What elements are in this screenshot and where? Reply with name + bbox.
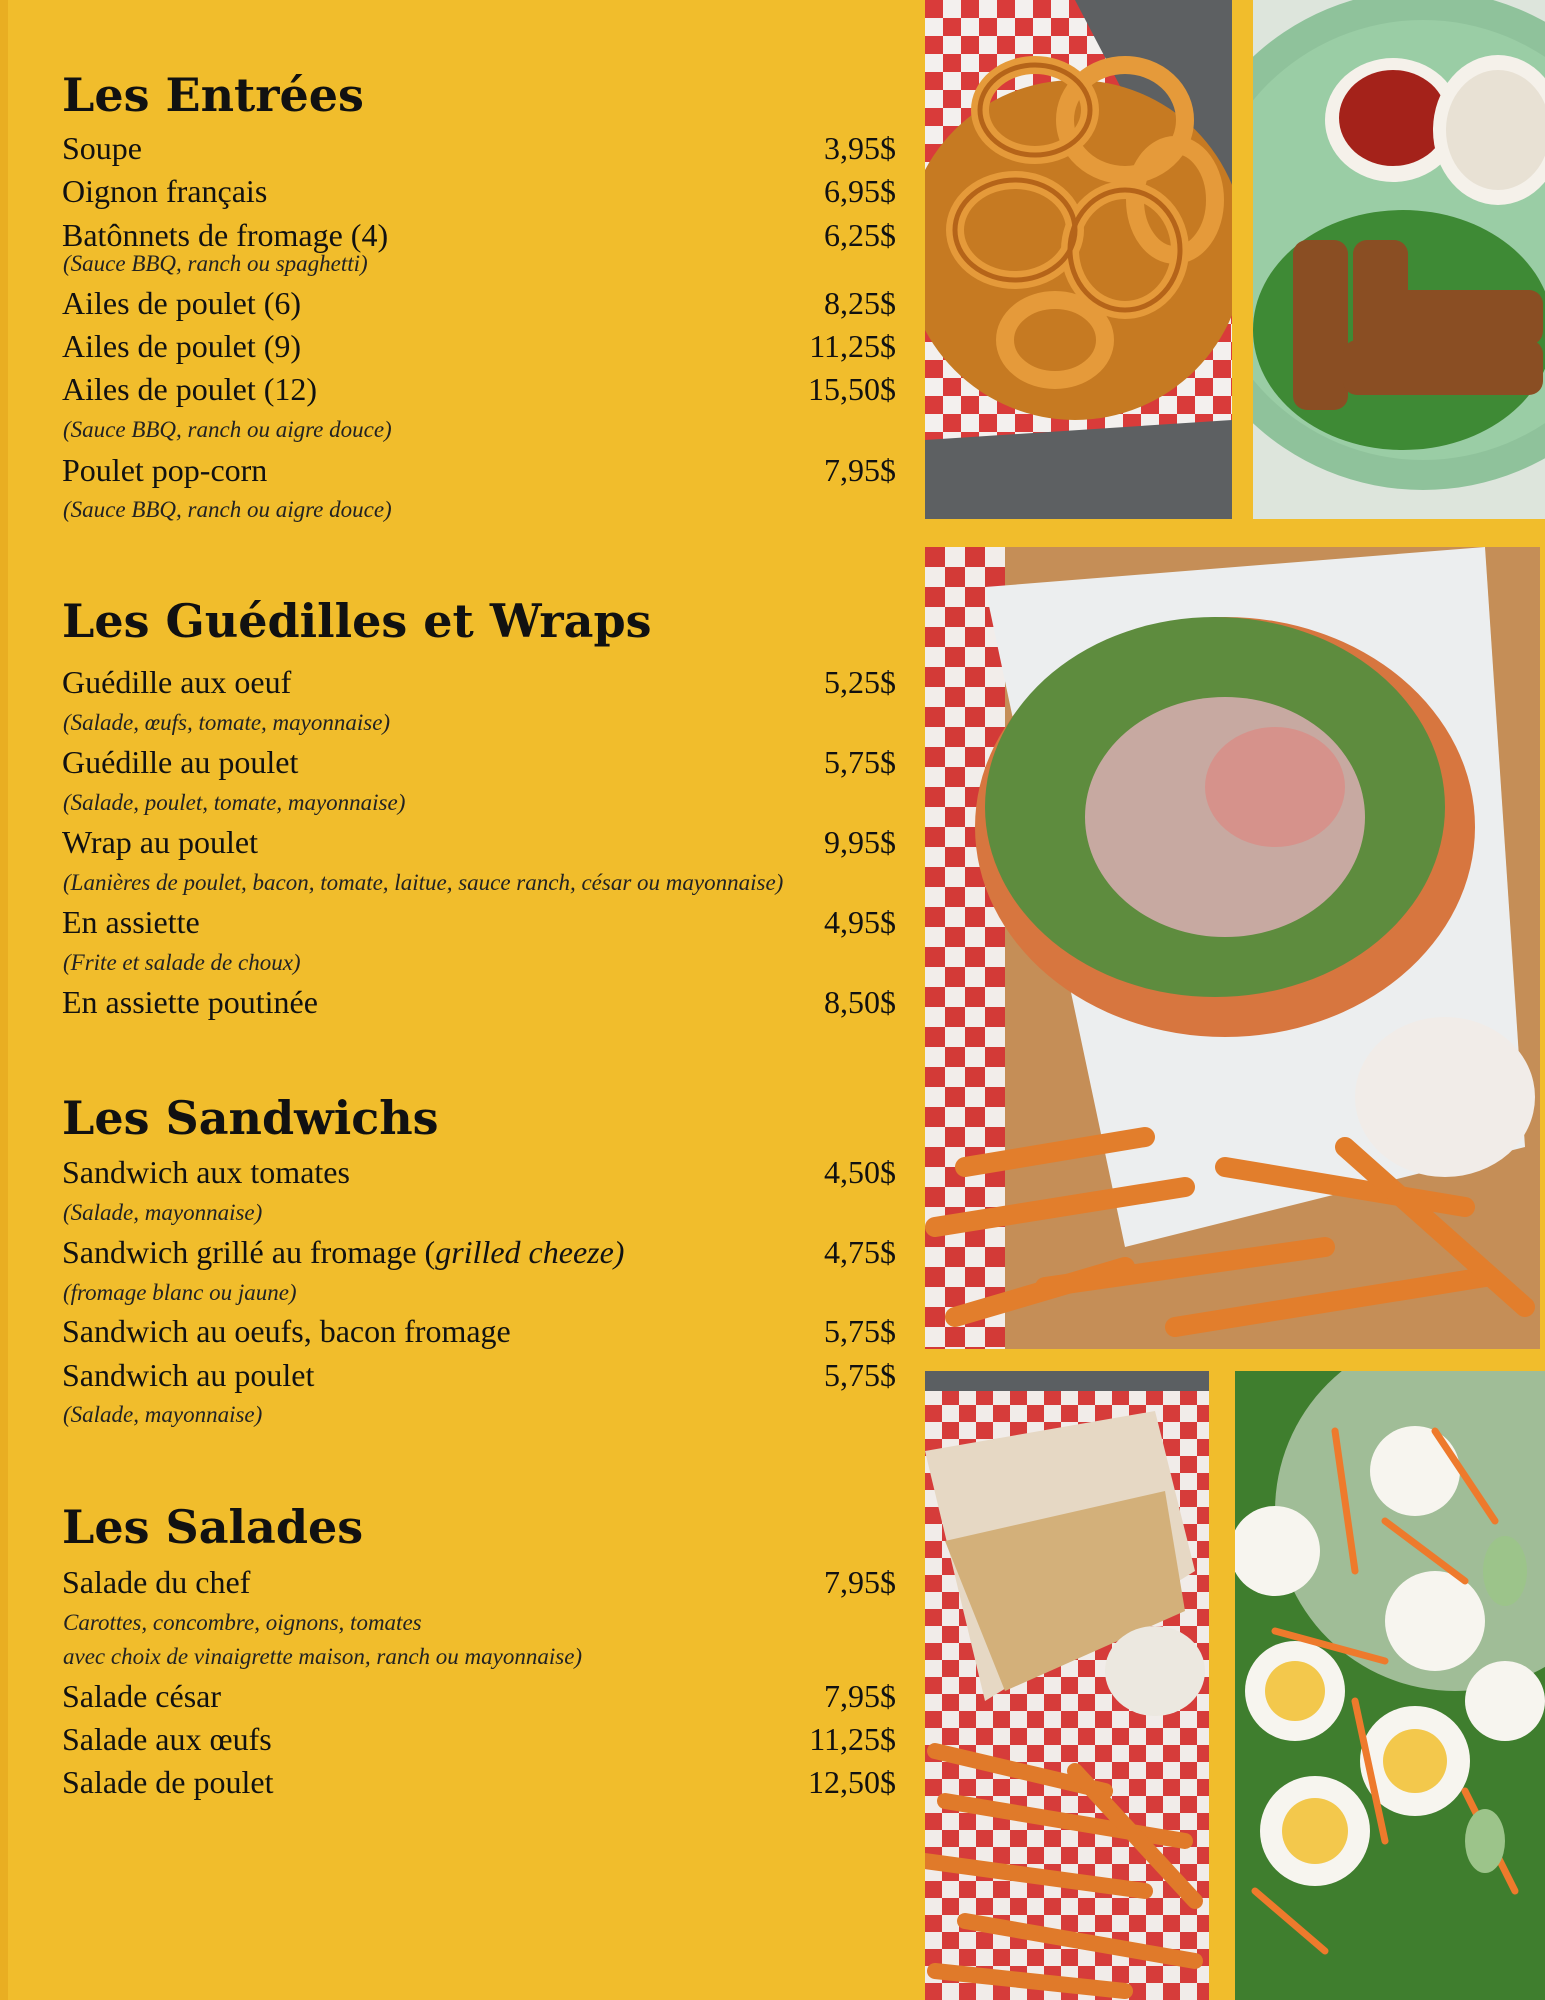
menu-item — [62, 982, 896, 1022]
item-price: 5,25$ — [824, 664, 896, 700]
item-name: Soupe — [62, 130, 142, 166]
menu-item — [62, 1232, 896, 1272]
item-price: 4,50$ — [824, 1154, 896, 1190]
item-price: 7,95$ — [824, 1678, 896, 1714]
item-price: 4,75$ — [824, 1234, 896, 1270]
menu-item — [62, 215, 896, 255]
item-price: 11,25$ — [809, 328, 896, 364]
item-price: 8,50$ — [824, 984, 896, 1020]
menu-item — [62, 1762, 896, 1802]
menu-item — [62, 1355, 896, 1395]
item-note: Carottes, concombre, oignons, tomates — [63, 1610, 422, 1635]
item-note: (Sauce BBQ, ranch ou spaghetti) — [63, 251, 368, 276]
egg-salad-photo — [1235, 1371, 1545, 2000]
item-price: 6,95$ — [824, 173, 896, 209]
item-name: Poulet pop-corn — [62, 452, 268, 488]
menu-item — [62, 822, 896, 862]
section-title-salades: Les Salades — [62, 1500, 364, 1554]
item-price: 4,95$ — [824, 904, 896, 940]
menu-item — [62, 369, 896, 409]
item-name: Wrap au poulet — [62, 824, 258, 860]
item-price: 7,95$ — [824, 452, 896, 488]
item-price: 5,75$ — [824, 1313, 896, 1349]
item-name: En assiette poutinée — [62, 984, 318, 1020]
section-title-sandwichs: Les Sandwichs — [62, 1091, 439, 1145]
item-note: (Salade, mayonnaise) — [63, 1402, 263, 1427]
menu-item — [62, 171, 896, 211]
cheese-sticks-photo — [1253, 0, 1545, 519]
item-name: Sandwich au poulet — [62, 1357, 315, 1393]
item-name: Guédille au poulet — [62, 744, 299, 780]
guedille-fries-photo — [925, 547, 1540, 1349]
menu-item — [62, 1311, 896, 1351]
item-price: 7,95$ — [824, 1564, 896, 1600]
item-note: (fromage blanc ou jaune) — [63, 1280, 297, 1305]
item-name: Salade de poulet — [62, 1764, 274, 1800]
item-name: Sandwich aux tomates — [62, 1154, 350, 1190]
item-note: (Salade, œufs, tomate, mayonnaise) — [63, 710, 391, 735]
item-price: 6,25$ — [824, 217, 896, 253]
menu-item — [62, 662, 896, 702]
item-note: (Frite et salade de choux) — [63, 950, 301, 975]
section-title-guedilles: Les Guédilles et Wraps — [62, 594, 652, 648]
item-note: avec choix de vinaigrette maison, ranch ou mayonnaise) — [63, 1644, 583, 1669]
menu-item — [62, 283, 896, 323]
menu-item — [62, 1719, 896, 1759]
item-price: 3,95$ — [824, 130, 896, 166]
menu-item — [62, 1152, 896, 1192]
item-note: (Salade, poulet, tomate, mayonnaise) — [63, 790, 406, 815]
item-name: Batônnets de fromage (4) — [62, 217, 389, 253]
wrap-fries-photo — [925, 1371, 1209, 2000]
item-name: Ailes de poulet (9) — [62, 328, 302, 364]
item-price: 11,25$ — [809, 1721, 896, 1757]
item-price: 5,75$ — [824, 1357, 896, 1393]
item-name: Ailes de poulet (6) — [62, 285, 302, 321]
menu-item — [62, 1676, 896, 1716]
item-price: 5,75$ — [824, 744, 896, 780]
menu-item — [62, 128, 896, 168]
item-price: 15,50$ — [808, 371, 896, 407]
section-title-entrees: Les Entrées — [62, 68, 364, 122]
menu-item — [62, 742, 896, 782]
item-name: Salade du chef — [62, 1564, 251, 1600]
item-note: (Lanières de poulet, bacon, tomate, laitue, sauce ranch, césar ou mayonnaise) — [63, 870, 784, 895]
item-name: En assiette — [62, 904, 200, 940]
item-name: Salade aux œufs — [62, 1721, 272, 1757]
item-name: Oignon français — [62, 173, 268, 209]
onion-rings-photo — [925, 0, 1232, 519]
menu-item — [62, 326, 896, 366]
item-note: (Sauce BBQ, ranch ou aigre douce) — [63, 417, 392, 442]
item-name: Salade césar — [62, 1678, 222, 1714]
item-name-part: Sandwich grillé au fromage ( — [62, 1234, 436, 1270]
item-name: Sandwich au oeufs, bacon fromage — [62, 1313, 511, 1349]
item-note: (Sauce BBQ, ranch ou aigre douce) — [63, 497, 392, 522]
item-price: 8,25$ — [824, 285, 896, 321]
item-name-italic: grilled cheeze) — [435, 1234, 625, 1270]
menu-item — [62, 450, 896, 490]
item-name: Ailes de poulet (12) — [62, 371, 318, 407]
item-name — [62, 1232, 624, 1272]
item-name: Guédille aux oeuf — [62, 664, 292, 700]
menu-item — [62, 902, 896, 942]
item-price: 9,95$ — [824, 824, 896, 860]
menu-item — [62, 1562, 896, 1602]
item-price: 12,50$ — [808, 1764, 896, 1800]
item-note: (Salade, mayonnaise) — [63, 1200, 263, 1225]
